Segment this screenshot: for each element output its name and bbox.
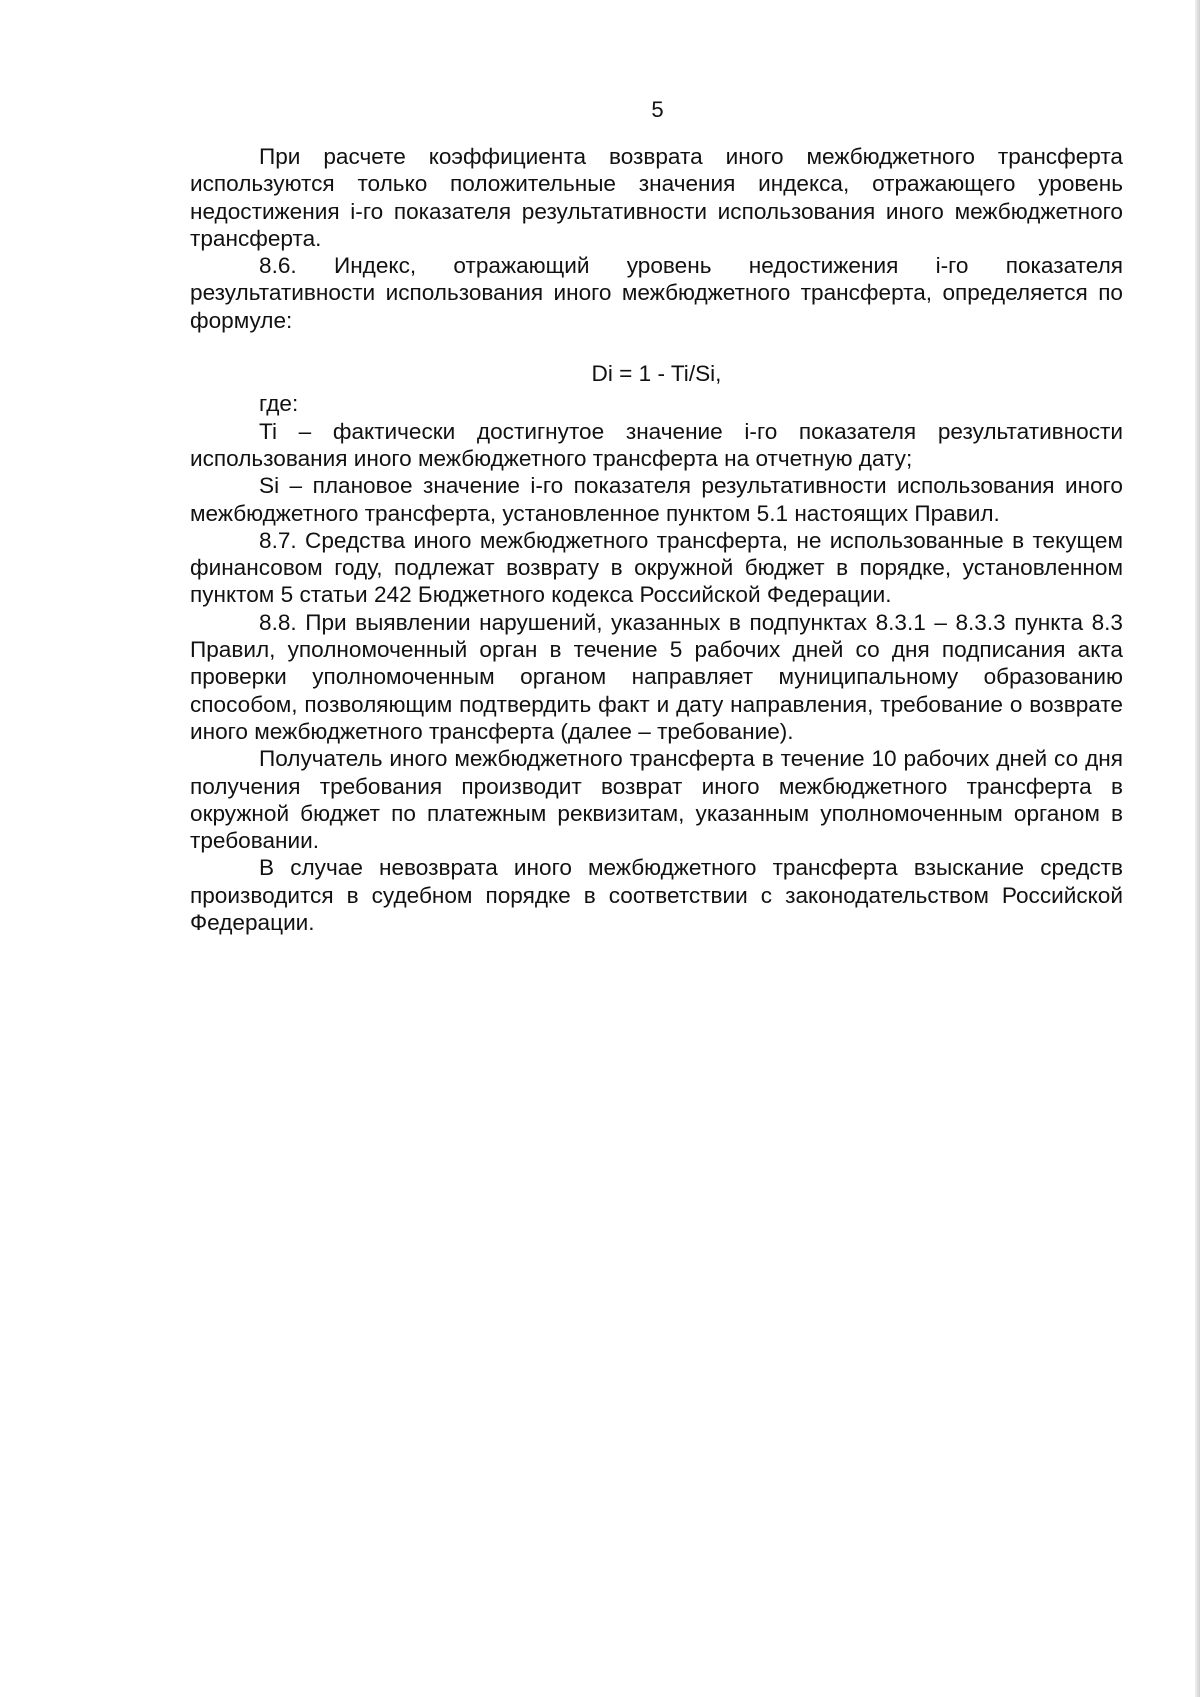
paragraph-return-coefficient: При расчете коэффициента возврата иного межбюджетного трансферта используются только положительные значения индекса, отражающего уровень недостижения i-го показателя результативности использования иного межбюджетного трансферта. (190, 144, 1123, 251)
paragraph-8-6: 8.6. Индекс, отражающий уровень недостижения i-го показателя результативности использования иного межбюджетного трансферта, определяется по формуле: (190, 253, 1123, 333)
document-body (190, 143, 1123, 936)
paragraph-non-return: В случае невозврата иного межбюджетного трансферта взыскание средств производится в судебном порядке в соответствии с законодательством Российской Федерации. (190, 855, 1123, 936)
paragraph-8-7: 8.7. Средства иного межбюджетного трансферта, не использованные в текущем финансовом году, подлежат возврату в окружной бюджет в порядке, установленном пунктом 5 статьи 242 Бюджетного кодекса Российской Федерации. (190, 527, 1123, 608)
formula: Di = 1 - Ti/Si, (591, 361, 722, 387)
formula-where-label: где: (259, 391, 299, 417)
paragraph-recipient-return: Получатель иного межбюджетного трансферта в течение 10 рабочих дней со дня получения требования производит возврат иного межбюджетного трансферта в окружной бюджет по платежным реквизитам, указанным уполномоченным органом в требовании. (190, 746, 1123, 854)
definition-si: Si – плановое значение i-го показателя результативности использования иного межбюджетного трансферта, установленное пунктом 5.1 настоящих Правил. (190, 473, 1123, 526)
paragraph-8-8: 8.8. При выявлении нарушений, указанных в подпунктах 8.3.1 – 8.3.3 пункта 8.3 Правил, уполномоченный орган в течение 5 рабочих дней со дня подписания акта проверки уполномоченным органом направляет муниципальному образованию способом, позволяющим подтвердить факт и дату направления, требование о возврате иного межбюджетного трансферта (далее – требование). (190, 609, 1123, 744)
page-edge-shadow (1195, 0, 1200, 1697)
definition-ti: Ti – фактически достигнутое значение i-го показателя результативности использования иного межбюджетного трансферта на отчетную дату; (190, 418, 1123, 471)
page-number: 5 (651, 97, 664, 122)
